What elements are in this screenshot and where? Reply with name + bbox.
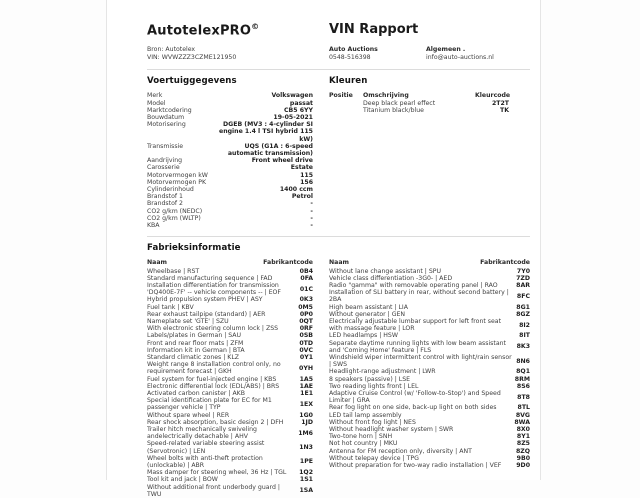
option-code: 8ZQ: [515, 447, 530, 455]
field-label: Marktcodering: [147, 106, 192, 114]
field-label: KBA: [147, 221, 160, 229]
table-row: [329, 340, 530, 354]
option-code: 8WA: [514, 418, 530, 426]
option-name: Front and rear floor mats | ZFM: [147, 339, 244, 347]
table-row: [147, 426, 313, 440]
option-code: 1PE: [299, 458, 313, 466]
option-code: 8G1: [516, 303, 530, 311]
option-code: 0K3: [299, 296, 313, 304]
table-row: [147, 143, 313, 157]
table-row: [147, 383, 313, 390]
option-name: Wheel bolts with anti-theft protection (unlockable) | ABR: [147, 454, 263, 470]
table-row: [147, 208, 313, 215]
option-name: Without generator | GEN: [329, 310, 406, 318]
option-name: Installation differentiation for transmission 'DQ400E-7F' -- vehicle components -- | EOF: [147, 282, 281, 297]
option-code: 0B4: [299, 267, 313, 275]
table-row: [329, 455, 530, 462]
company-name: Auto Auctions: [329, 46, 378, 54]
option-code: 1SA: [299, 487, 313, 495]
report-meta: [147, 46, 530, 62]
field-label: CO2 g/km (WLTP): [147, 214, 201, 222]
color-position: [329, 107, 363, 114]
field-value: 156: [300, 178, 313, 186]
option-code: 8K3: [516, 343, 530, 351]
factory-header-row: [329, 259, 530, 266]
factory-columns: [147, 259, 530, 498]
table-row: [147, 193, 313, 200]
option-code: 7ZD: [516, 274, 530, 282]
contact-label: Algemeen .: [426, 46, 466, 54]
field-value: 1400 ccm: [279, 185, 313, 193]
option-name: Without front fog light | NES: [329, 418, 416, 426]
table-row: [147, 361, 313, 375]
option-code: 7Y0: [516, 267, 530, 275]
factory-column-left: [147, 259, 313, 498]
table-row: [147, 164, 313, 171]
table-row: [147, 476, 313, 483]
table-row: [147, 200, 313, 207]
table-row: [147, 412, 313, 419]
column-header-naam: Naam: [147, 259, 167, 267]
option-code: 8RM: [514, 375, 530, 383]
option-name: Electrically adjustable lumbar support for left front seat with massage feature | LOR: [329, 318, 502, 333]
color-position: [329, 100, 363, 107]
field-label: Merk: [147, 92, 163, 100]
option-name: Activated carbon canister | AKB: [147, 390, 245, 398]
option-code: 1N3: [299, 444, 313, 452]
field-label: Model: [147, 99, 166, 107]
table-row: [329, 412, 530, 419]
option-code: 8Q1: [516, 368, 530, 376]
field-value: passat: [289, 99, 313, 107]
colors-section: [329, 76, 530, 229]
option-code: 8N6: [516, 357, 530, 365]
option-code: 8I2: [519, 321, 530, 329]
table-row: [329, 440, 530, 447]
option-name: Windshield wiper intermittent control with light/rain sensor | SWS: [329, 354, 512, 369]
color-code: 2T2T: [491, 99, 509, 107]
field-value: Petrol: [291, 193, 313, 201]
option-code: 0Y1: [299, 354, 313, 362]
table-row: [147, 455, 313, 469]
option-name: Not hot country | MKU: [329, 440, 398, 448]
option-code: 0P0: [299, 310, 313, 318]
option-code: 1Q2: [299, 469, 313, 477]
option-code: 8VG: [515, 411, 530, 419]
option-code: 9B0: [516, 454, 530, 462]
table-row: [147, 107, 313, 114]
option-name: Special identification plate for EC for M1 passenger vehicle | TYP: [147, 397, 272, 412]
option-name: Speed-related variable steering assist (Servotronic) | LEN: [147, 440, 265, 455]
column-gap: [313, 259, 329, 498]
table-row: [329, 376, 530, 383]
table-row: [147, 304, 313, 311]
table-row: [147, 419, 313, 426]
field-value: CB5 6YY: [284, 106, 313, 114]
table-row: [329, 318, 530, 332]
field-value: -: [310, 207, 313, 215]
option-name: Without lane change assistant | SPU: [329, 267, 442, 275]
table-row: [329, 383, 530, 390]
table-row: [147, 275, 313, 282]
table-row: [147, 296, 313, 303]
table-row: [329, 332, 530, 339]
table-row: [329, 419, 530, 426]
table-row: [329, 354, 530, 368]
option-code: 8X0: [516, 426, 530, 434]
field-value: 115: [300, 171, 313, 179]
option-name: Tool kit and jack | BOW: [147, 476, 218, 484]
field-value: Volkswagen: [271, 92, 313, 100]
option-name: Trailer hitch mechanically swiveling andelectrically detachable | AHV: [147, 426, 257, 441]
option-name: 8 speakers (passive) | LSE: [329, 375, 411, 383]
vehicle-section-title: Voertuiggegevens: [147, 76, 237, 87]
column-header-omschrijving: Omschrijving: [363, 92, 409, 100]
table-row: [329, 390, 530, 404]
option-code: 0VC: [299, 346, 313, 354]
factory-column-right: [329, 259, 530, 498]
table-row: [147, 222, 313, 229]
field-label: Transmissie: [147, 142, 184, 150]
option-code: 8AR: [516, 282, 530, 289]
option-code: 8TL: [517, 404, 530, 412]
report-title: VIN Rapport: [329, 22, 419, 37]
table-row: [147, 440, 313, 454]
option-name: Nameplate set 'GTE' | SZU: [147, 318, 229, 326]
field-label: Motorvermogen kW: [147, 171, 208, 179]
field-label: Bouwdatum: [147, 113, 185, 121]
option-code: 1G0: [299, 411, 313, 419]
option-code: 8IT: [519, 332, 530, 340]
option-name: Without additional front underbody guard | TWU: [147, 483, 280, 498]
option-code: 0TD: [299, 339, 313, 347]
field-label: Motorisering: [147, 121, 186, 129]
option-name: Electronic differential lock (EDL/ABS) | BRS: [147, 382, 280, 390]
option-name: Hybrid propulsion system PHEV | ASY: [147, 296, 263, 304]
table-row: [147, 121, 313, 143]
colors-rows: [329, 100, 509, 115]
table-row: [147, 347, 313, 354]
option-name: Without preparation for two-way radio installation | VEF: [329, 462, 502, 470]
option-name: Rear shock absorption, basic design 2 | DFH: [147, 418, 284, 426]
option-code: 1A5: [299, 375, 313, 383]
field-label: Brandstof 1: [147, 193, 183, 201]
color-description: Deep black pearl effect: [363, 99, 436, 107]
option-name: With electronic steering column lock | ZSS: [147, 325, 279, 333]
field-value: -: [310, 221, 313, 229]
contact-email: info@auto-auctions.nl: [426, 54, 494, 62]
copyright-mark: ©: [251, 22, 260, 31]
colors-header-row: [329, 92, 509, 99]
option-name: Without headlight washer system | SWR: [329, 426, 454, 434]
vin-report-page: [106, 0, 541, 498]
option-name: Two reading lights front | LEL: [329, 382, 419, 390]
company-phone: 0548-516398: [329, 54, 371, 62]
table-row: [147, 100, 313, 107]
option-name: Rear fog light on one side, back-up light on both sides: [329, 404, 497, 412]
table-row: [329, 268, 530, 275]
table-row: [329, 289, 530, 303]
table-row: [329, 107, 509, 114]
table-row: [147, 318, 313, 325]
table-row: [147, 376, 313, 383]
option-code: 0QT: [299, 318, 313, 326]
option-name: Radio "gamma" with removable operating panel | RAO: [329, 282, 498, 289]
column-header-positie: Positie: [329, 92, 353, 100]
column-header-kleurcode: Kleurcode: [475, 92, 511, 100]
table-row: [147, 332, 313, 339]
option-name: Without telepay device | TPG: [329, 454, 419, 462]
color-code: TK: [499, 107, 509, 115]
vehicle-section: [147, 76, 313, 229]
option-name: Fuel tank | KBV: [147, 303, 194, 311]
field-value: UQS (G1A : 6-speed automatic transmission): [227, 142, 313, 157]
table-row: [147, 114, 313, 121]
header-divider: [147, 69, 530, 70]
colors-table: [329, 92, 509, 114]
option-code: 8FC: [516, 292, 530, 300]
option-name: Standard manufacturing sequence | FAD: [147, 274, 273, 282]
table-row: [147, 172, 313, 179]
table-row: [329, 282, 530, 289]
field-label: Carosserie: [147, 164, 180, 172]
field-label: CO2 g/km (NEDC): [147, 207, 203, 215]
table-row: [329, 404, 530, 411]
factory-rows-left: [147, 268, 313, 498]
option-name: Two-tone horn | SNH: [329, 433, 393, 441]
source-block: [147, 46, 329, 62]
table-row: [147, 215, 313, 222]
field-value: -: [310, 200, 313, 208]
company-block: [329, 46, 426, 62]
field-label: Aandrijving: [147, 157, 183, 165]
table-row: [147, 390, 313, 397]
field-value: -: [310, 214, 313, 222]
color-description: Titanium black/blue: [363, 107, 424, 115]
factory-header-row: [147, 259, 313, 266]
option-code: 0FA: [300, 274, 313, 282]
option-name: Rear exhaust tailpipe (standard) | AER: [147, 310, 266, 318]
option-code: 8S6: [516, 382, 530, 390]
option-name: Headlight-range adjustment | LWR: [329, 368, 436, 376]
table-row: [147, 469, 313, 476]
option-code: 1JD: [301, 418, 313, 426]
table-row: [329, 448, 530, 455]
table-row: [147, 397, 313, 411]
option-name: Wheelbase | RST: [147, 267, 200, 275]
table-row: [329, 311, 530, 318]
table-row: [329, 275, 530, 282]
option-code: 8GZ: [516, 310, 530, 318]
field-value: 19-05-2021: [273, 113, 313, 121]
option-name: Information kit in German | BTA: [147, 346, 245, 354]
table-row: [147, 157, 313, 164]
option-name: Standard climatic zones | KLZ: [147, 354, 240, 362]
option-code: 1S1: [299, 476, 313, 484]
option-code: 0M5: [298, 303, 313, 311]
table-row: [147, 325, 313, 332]
column-header-fabrikantcode: Fabrikantcode: [480, 259, 530, 267]
report-header: [147, 22, 530, 38]
column-header-naam: Naam: [329, 259, 349, 267]
table-row: [147, 282, 313, 296]
option-code: 1AE: [299, 382, 313, 390]
option-name: Labels/plates in German | SAU: [147, 332, 242, 340]
option-name: Fuel system for fuel-injected engine | KBS: [147, 375, 277, 383]
brand-name: AutotelexPRO: [147, 23, 252, 39]
factory-section-title: Fabrieksinformatie: [147, 243, 241, 254]
option-name: LED headlamps | HSW: [329, 332, 398, 340]
table-row: [147, 179, 313, 186]
section-divider: [147, 236, 530, 237]
table-row: [329, 433, 530, 440]
field-label: Cylinderinhoud: [147, 185, 194, 193]
option-code: 01C: [299, 285, 313, 293]
option-code: 1EX: [299, 400, 313, 408]
colors-section-title: Kleuren: [329, 76, 368, 87]
option-code: 1E1: [300, 390, 313, 398]
vin-line: VIN: WVWZZZ3CZME121950: [147, 54, 237, 62]
contact-block: [426, 46, 530, 62]
table-row: [147, 311, 313, 318]
option-code: 8Z5: [516, 440, 530, 448]
table-row: [147, 340, 313, 347]
table-row: [147, 354, 313, 361]
option-name: Separate daytime running lights with low beam assistant and 'Coming Home' feature | FLS: [329, 339, 506, 354]
table-row: [329, 368, 530, 375]
option-code: 9D0: [516, 462, 530, 470]
option-name: Mass damper for steering wheel, 36 Hz | TGL: [147, 469, 287, 477]
field-value: DGEB (MV3 : 4-cylinder SI engine 1.4 l TSI hybrid 115 kW): [219, 121, 313, 143]
option-code: 0YH: [299, 364, 313, 372]
table-row: [329, 426, 530, 433]
field-value: Front wheel drive: [251, 157, 313, 165]
table-row: [147, 484, 313, 498]
table-row: [147, 186, 313, 193]
option-code: 0RF: [299, 325, 313, 333]
option-code: 1M6: [298, 429, 313, 437]
option-name: Antenna for FM reception only, diversity | ANT: [329, 447, 472, 455]
field-label: Brandstof 2: [147, 200, 183, 208]
option-name: Without spare wheel | RER: [147, 411, 230, 419]
factory-section: [147, 243, 530, 498]
table-row: [147, 92, 313, 99]
factory-rows-right: [329, 268, 530, 470]
option-name: Weight range 8 installation control only, no requirement forecast | GKH: [147, 361, 281, 376]
source-line: Bron: Autotelex: [147, 46, 196, 54]
option-code: 0SB: [299, 332, 313, 340]
option-code: 8T8: [517, 393, 530, 401]
table-row: [329, 462, 530, 469]
brand-title: [147, 22, 329, 38]
table-row: [147, 268, 313, 275]
table-row: [329, 304, 530, 311]
option-code: 8Y1: [516, 433, 530, 441]
table-row: [329, 100, 509, 107]
option-name: High beam assistant | LIA: [329, 303, 408, 311]
option-name: Installation of SLI battery in rear, without second battery | 2BA: [329, 289, 509, 304]
option-name: Adaptive Cruise Control (w/ 'Follow-to-Stop') and Speed Limiter | GRA: [329, 390, 501, 405]
option-name: Vehicle class differentiation -3G0- | AED: [329, 274, 453, 282]
vehicle-table: [147, 92, 313, 229]
field-value: Estate: [290, 164, 313, 172]
field-label: Motorvermogen PK: [147, 178, 207, 186]
vehicle-and-colors: [147, 76, 530, 229]
option-name: LED tail lamp assembly: [329, 411, 402, 419]
column-gap: [313, 76, 329, 229]
column-header-fabrikantcode: Fabrikantcode: [263, 259, 313, 267]
